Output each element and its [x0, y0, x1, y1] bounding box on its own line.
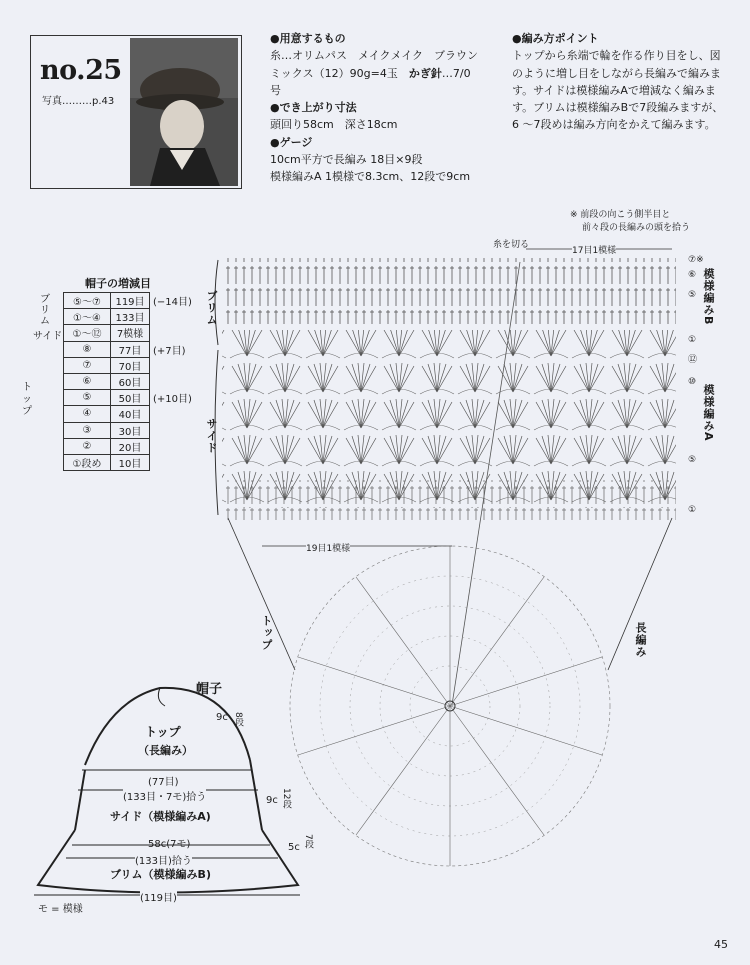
- repeat17-label: 17目1模様: [572, 243, 616, 256]
- row-cell: ④: [64, 406, 111, 422]
- repeat19-label: 19目1模様: [306, 541, 350, 554]
- hat-top-sub: （長編み）: [138, 744, 193, 757]
- hat-title: 帽子: [196, 682, 223, 697]
- note-cell: (−14目): [153, 297, 192, 309]
- hat-legend: モ = 模様: [38, 904, 83, 915]
- hat-top-label: トップ: [145, 725, 181, 739]
- yarn-amount: ミックス（12）90g=4玉: [270, 66, 398, 80]
- row-cell: ⑥: [64, 373, 111, 389]
- row-cell: ①〜⑫: [64, 325, 111, 341]
- note-cell: (+10目): [153, 394, 192, 406]
- row-cell: ①〜④: [64, 309, 111, 325]
- row-cell: ②: [64, 438, 111, 454]
- brim-stitch-rows: [222, 258, 676, 324]
- table-brim-label: ブリム: [40, 294, 50, 327]
- size-value: 頭回り58cm 深さ18cm: [270, 118, 398, 132]
- count-cell: 60目: [111, 373, 150, 389]
- gauge-line2: 模様編みA 1模様で8.3cm、12段で9cm: [270, 170, 471, 184]
- count-cell: 70目: [111, 357, 150, 373]
- table-top-label: トップ: [22, 382, 32, 417]
- materials-line3: 号: [270, 83, 281, 97]
- gauge-heading: ●ゲージ: [270, 135, 313, 149]
- row-mark: ⑥: [688, 270, 697, 280]
- points-line: トップから糸端で輪を作る作り目をし、図: [512, 49, 721, 63]
- row-cell: ③: [64, 422, 111, 438]
- materials-yarn: 糸…オリムパス メイクメイク ブラウン: [270, 49, 479, 63]
- row-cell: ⑤〜⑦: [64, 293, 111, 309]
- count-cell: 133目: [111, 309, 150, 325]
- row-mark: ⑤: [688, 455, 697, 465]
- top-circle: [290, 546, 610, 866]
- row-cell: ⑦: [64, 357, 111, 373]
- hat-9c-side: 9c: [266, 795, 278, 806]
- pattern-a-label: 模様編みA: [702, 384, 715, 442]
- hat-row133-pick: (133目・7モ)拾う: [123, 788, 206, 803]
- count-cell: 40目: [111, 406, 150, 422]
- count-cell: 10目: [111, 454, 150, 470]
- cut-yarn-label: 糸を切る: [493, 240, 530, 250]
- points-heading: ●編み方ポイント: [512, 32, 599, 45]
- chart-side-label: サイド: [205, 418, 218, 454]
- hat-9c-top: 9c: [216, 712, 228, 723]
- chart-note-line2: 前々段の長編みの頭を拾う: [582, 223, 691, 233]
- hat-5c-brim: 5c: [288, 842, 300, 853]
- hat-58cm: 58c(7モ): [148, 839, 191, 850]
- note-cell: (+7目): [153, 345, 186, 357]
- hat-row133-brim: (133目)拾う: [135, 852, 192, 867]
- row-mark: ⑤: [688, 290, 697, 300]
- row-mark: ⑩: [688, 377, 697, 387]
- gauge-line1: 10cm平方で長編み 18目×9段: [270, 153, 423, 167]
- size-heading: ●でき上がり寸法: [270, 101, 357, 115]
- points-line: 6 〜7段めは編み方向をかえて編みます。: [512, 118, 716, 132]
- double-crochet-label: 長編み: [634, 622, 647, 658]
- count-cell: 119目: [111, 293, 150, 309]
- hat-row77: (77目): [148, 777, 179, 788]
- table-side-label: サイド: [33, 331, 63, 342]
- pattern-b-label: 模様編みB: [702, 268, 715, 326]
- chart-note-line1: ※ 前段の向こう側半目と: [570, 210, 671, 220]
- row-cell: ⑧: [64, 341, 111, 357]
- hat-brim-label: ブリム（模様編みB): [110, 868, 211, 881]
- count-cell: 77目: [111, 341, 150, 357]
- row-mark: ⑦※: [688, 255, 704, 265]
- row-mark: ①: [688, 505, 697, 515]
- hat-7rows: 7段: [303, 834, 313, 849]
- pattern-number: no.25: [40, 55, 122, 86]
- hat-12rows: 12段: [281, 788, 291, 809]
- page-number: 45: [714, 938, 728, 951]
- row-cell: ①段め: [64, 454, 111, 470]
- count-cell: 20目: [111, 438, 150, 454]
- photo-reference: 写真………p.43: [42, 96, 115, 107]
- chart-top-label: トップ: [260, 615, 273, 651]
- hook-label: かぎ針: [408, 66, 442, 80]
- points-line: す。ブリムは模様編みBで7段編みますが、: [512, 101, 724, 115]
- points-line: のように増し目をしながら長編みで編みま: [512, 66, 721, 80]
- materials-heading: ●用意するもの: [270, 32, 346, 45]
- hat-8rows: 8段: [233, 712, 243, 727]
- side-base-rows: [222, 480, 676, 520]
- points-line: す。サイドは模様編みAで増減なく編みま: [512, 83, 716, 97]
- hook-size: …7/0: [441, 66, 471, 80]
- count-cell: 30目: [111, 422, 150, 438]
- hat-row119: (119目): [140, 889, 177, 904]
- table-title: 帽子の増減目: [85, 277, 151, 290]
- row-cell: ⑤: [64, 390, 111, 406]
- row-mark: ①: [688, 335, 697, 345]
- row-mark: ⑫: [688, 355, 698, 365]
- count-cell: 7模様: [111, 325, 150, 341]
- chart-brim-label: ブリム: [205, 290, 218, 326]
- count-cell: 50目: [111, 390, 150, 406]
- hat-side-label: サイド（模様編みA): [110, 810, 211, 823]
